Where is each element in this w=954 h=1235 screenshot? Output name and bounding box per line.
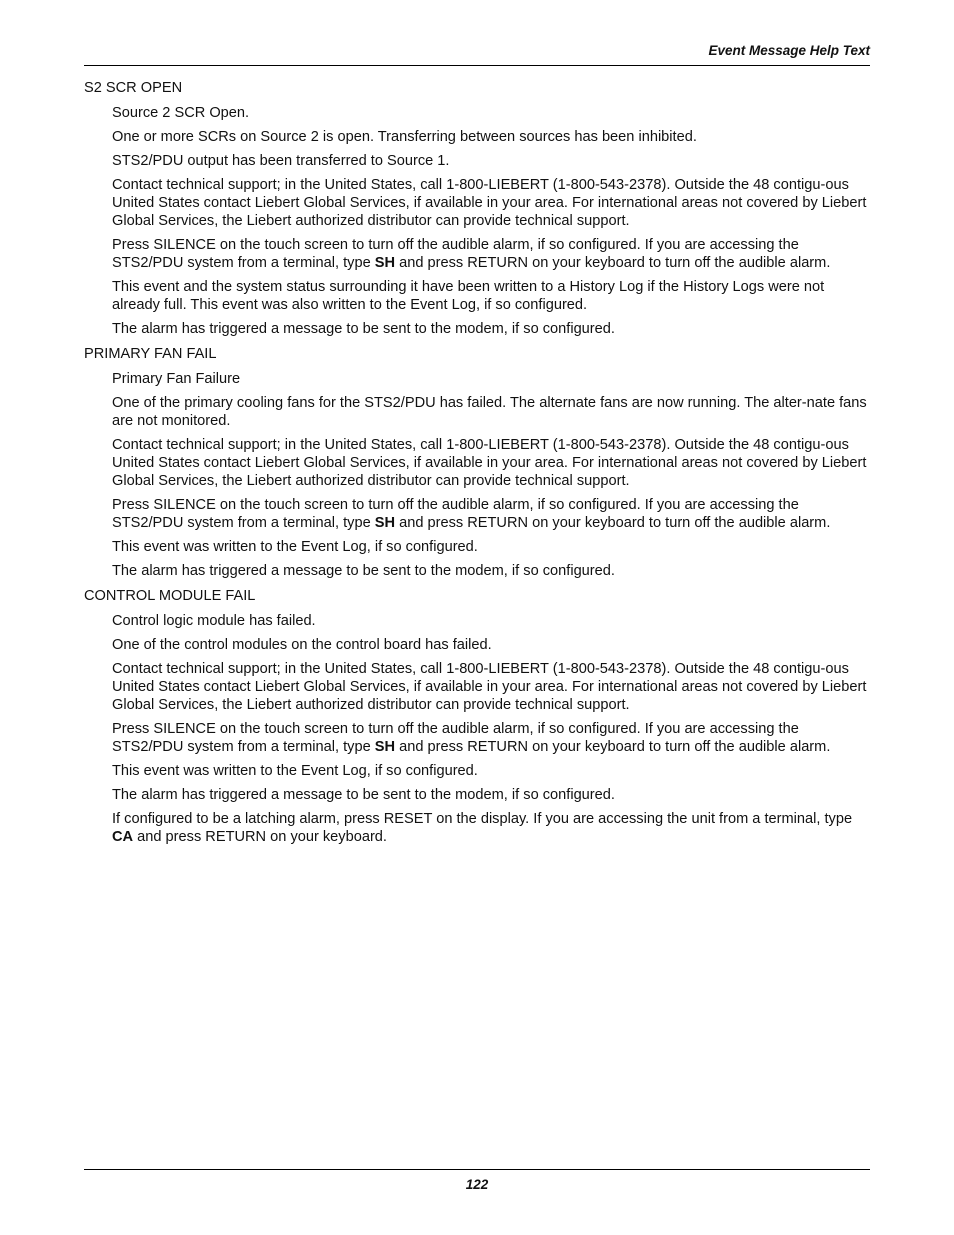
section-title: PRIMARY FAN FAIL bbox=[84, 346, 217, 362]
paragraph: This event was written to the Event Log, if so configured. bbox=[112, 763, 478, 779]
page-footer bbox=[84, 1169, 870, 1194]
paragraph: One of the control modules on the control board has failed. bbox=[112, 637, 492, 653]
section-primary-fan-fail bbox=[84, 344, 870, 580]
paragraph: One of the primary cooling fans for the STS2/PDU has failed. The alternate fans are now running. The alter-nate fans are not monitored. bbox=[112, 395, 867, 429]
paragraph: Source 2 SCR Open. bbox=[112, 105, 250, 121]
paragraph: Contact technical support; in the United States, call 1-800-LIEBERT (1-800-543-2378). Outside the 48 contigu-ous United States contact Liebert Global Services, if available in your area. For international areas not covered by Liebert Global Services, the Liebert authorized distributor can provide technical support. bbox=[112, 437, 867, 489]
paragraph: Press SILENCE on the touch screen to turn off the audible alarm, if so configured. If you are accessing the STS2/PDU system from a terminal, type SH and press RETURN on your keyboard to turn off the audible alarm. bbox=[112, 497, 831, 531]
paragraph: STS2/PDU output has been transferred to Source 1. bbox=[112, 153, 450, 169]
paragraph: Control logic module has failed. bbox=[112, 613, 316, 629]
page-content bbox=[84, 78, 870, 852]
command-keyword: CA bbox=[112, 829, 134, 845]
paragraph: Contact technical support; in the United States, call 1-800-LIEBERT (1-800-543-2378). Outside the 48 contigu-ous United States contact Liebert Global Services, if available in your area. For international areas not covered by Liebert Global Services, the Liebert authorized distributor can provide technical support. bbox=[112, 177, 867, 229]
paragraph: The alarm has triggered a message to be sent to the modem, if so configured. bbox=[112, 321, 615, 337]
section-s2-scr-open bbox=[84, 78, 870, 338]
command-keyword: SH bbox=[374, 255, 396, 271]
paragraph: This event was written to the Event Log, if so configured. bbox=[112, 539, 478, 555]
section-title: S2 SCR OPEN bbox=[84, 80, 183, 96]
paragraph: The alarm has triggered a message to be sent to the modem, if so configured. bbox=[112, 563, 615, 579]
paragraph: The alarm has triggered a message to be sent to the modem, if so configured. bbox=[112, 787, 615, 803]
paragraph: This event and the system status surrounding it have been written to a History Log if the History Logs were not already full. This event was also written to the Event Log, if so configured. bbox=[112, 279, 825, 313]
section-control-module-fail bbox=[84, 586, 870, 846]
paragraph: One or more SCRs on Source 2 is open. Transferring between sources has been inhibited. bbox=[112, 129, 697, 145]
page-number: 122 bbox=[465, 1177, 489, 1192]
page-header-title: Event Message Help Text bbox=[708, 43, 870, 58]
command-keyword: SH bbox=[374, 739, 396, 755]
paragraph: Contact technical support; in the United States, call 1-800-LIEBERT (1-800-543-2378). Outside the 48 contigu-ous United States contact Liebert Global Services, if available in your area. For international areas not covered by Liebert Global Services, the Liebert authorized distributor can provide technical support. bbox=[112, 661, 867, 713]
paragraph: Press SILENCE on the touch screen to turn off the audible alarm, if so configured. If you are accessing the STS2/PDU system from a terminal, type SH and press RETURN on your keyboard to turn off the audible alarm. bbox=[112, 721, 831, 755]
page-header bbox=[84, 41, 870, 66]
section-title: CONTROL MODULE FAIL bbox=[84, 588, 256, 604]
paragraph: Press SILENCE on the touch screen to turn off the audible alarm, if so configured. If you are accessing the STS2/PDU system from a terminal, type SH and press RETURN on your keyboard to turn off the audible alarm. bbox=[112, 237, 831, 271]
paragraph: Primary Fan Failure bbox=[112, 371, 241, 387]
command-keyword: SH bbox=[374, 515, 396, 531]
paragraph: If configured to be a latching alarm, press RESET on the display. If you are accessing the unit from a terminal, type CA and press RETURN on your keyboard. bbox=[112, 811, 853, 845]
